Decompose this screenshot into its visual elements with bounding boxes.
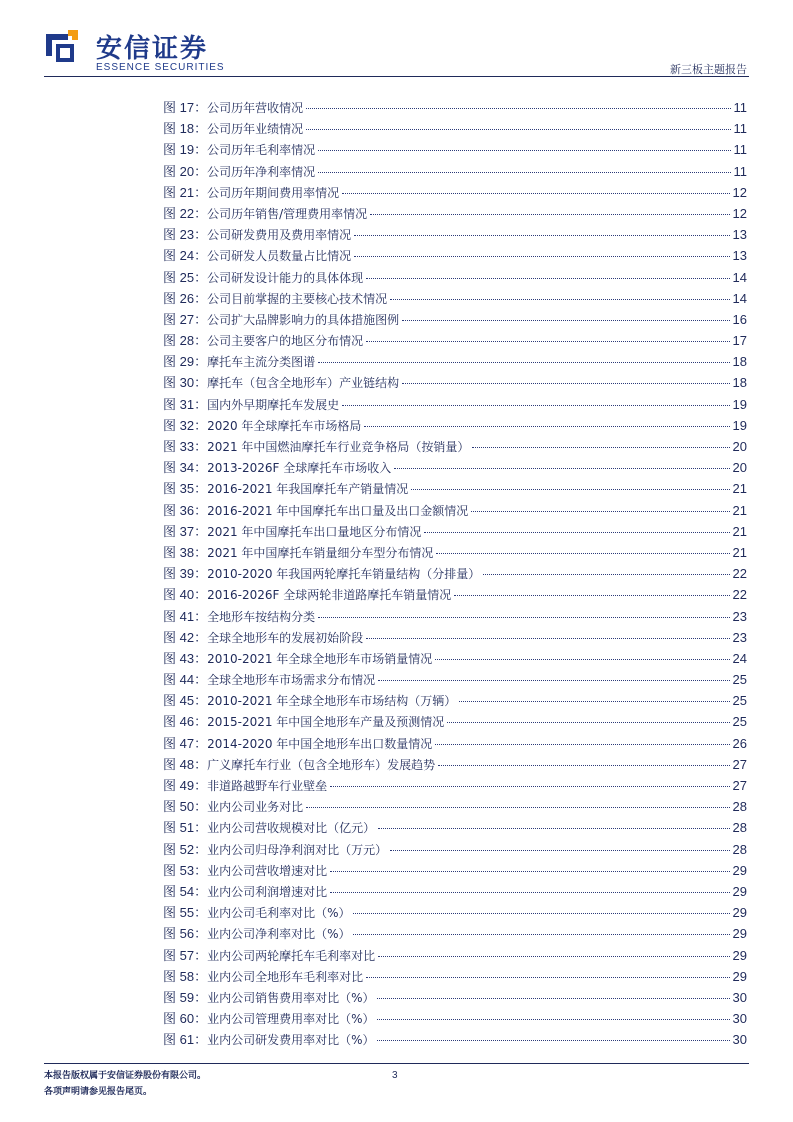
toc-figure-number: 图 58： — [163, 968, 208, 984]
toc-entry[interactable] — [163, 203, 747, 224]
toc-page-number: 30 — [732, 989, 747, 1005]
footer-copyright: 本报告版权属于安信证券股份有限公司。 — [44, 1071, 207, 1081]
toc-entry[interactable] — [163, 267, 747, 288]
toc-figure-title: 摩托车主流分类图谱 — [207, 355, 316, 370]
toc-entry[interactable] — [163, 139, 747, 160]
toc-page-number: 25 — [732, 693, 747, 709]
toc-entry[interactable] — [163, 711, 747, 732]
toc-figure-title: 2016-2021 年我国摩托车产销量情况 — [207, 482, 409, 497]
toc-figure-number: 图 30： — [163, 375, 208, 391]
toc-figure-title: 业内公司研发费用率对比（%） — [207, 1033, 375, 1048]
toc-leader-dots — [377, 1040, 729, 1041]
toc-figure-title: 公司历年净利率情况 — [207, 164, 316, 179]
toc-leader-dots — [483, 574, 729, 575]
toc-leader-dots — [447, 722, 729, 723]
toc-page-number: 14 — [732, 290, 747, 306]
toc-page-number: 18 — [732, 375, 747, 391]
toc-entry[interactable] — [163, 182, 747, 203]
toc-entry[interactable] — [163, 690, 747, 711]
toc-leader-dots — [366, 278, 729, 279]
toc-figure-title: 公司扩大品牌影响力的具体措施图例 — [207, 312, 400, 327]
toc-figure-number: 图 35： — [163, 481, 208, 497]
logo-mark-icon — [44, 28, 80, 64]
toc-page-number: 29 — [732, 947, 747, 963]
toc-leader-dots — [330, 786, 729, 787]
toc-figure-title: 摩托车（包含全地形车）产业链结构 — [207, 376, 400, 391]
toc-figure-title: 全球全地形车的发展初始阶段 — [207, 630, 364, 645]
toc-figure-title: 2014-2020 年中国全地形车出口数量情况 — [207, 736, 433, 751]
toc-leader-dots — [438, 765, 729, 766]
toc-leader-dots — [436, 553, 729, 554]
toc-page-number: 21 — [732, 523, 747, 539]
toc-figure-title: 公司研发费用及费用率情况 — [207, 228, 352, 243]
toc-entry[interactable] — [163, 97, 747, 118]
toc-page-number: 24 — [732, 650, 747, 666]
toc-figure-number: 图 46： — [163, 714, 208, 730]
toc-figure-number: 图 25： — [163, 269, 208, 285]
toc-entry[interactable] — [163, 839, 747, 860]
toc-figure-title: 业内公司归母净利润对比（万元） — [207, 842, 388, 857]
toc-page-number: 11 — [733, 142, 747, 158]
toc-entry[interactable] — [163, 415, 747, 436]
toc-entry[interactable] — [163, 542, 747, 563]
toc-entry[interactable] — [163, 457, 747, 478]
toc-page-number: 25 — [732, 672, 747, 688]
toc-figure-number: 图 38： — [163, 544, 208, 560]
toc-figure-title: 公司历年毛利率情况 — [207, 143, 316, 158]
toc-entry[interactable] — [163, 1008, 747, 1029]
toc-entry[interactable] — [163, 775, 747, 796]
toc-page-number: 12 — [732, 205, 747, 221]
toc-page-number: 23 — [732, 608, 747, 624]
toc-leader-dots — [435, 659, 729, 660]
toc-leader-dots — [454, 595, 729, 596]
toc-leader-dots — [390, 299, 729, 300]
toc-figure-title: 公司历年期间费用率情况 — [207, 185, 340, 200]
toc-entry[interactable] — [163, 669, 747, 690]
toc-figure-number: 图 51： — [163, 820, 208, 836]
toc-leader-dots — [378, 680, 729, 681]
toc-page-number: 11 — [733, 121, 747, 137]
toc-entry[interactable] — [163, 563, 747, 584]
toc-figure-number: 图 54： — [163, 883, 208, 899]
toc-leader-dots — [318, 150, 730, 151]
toc-figure-number: 图 50： — [163, 799, 208, 815]
toc-figure-number: 图 57： — [163, 947, 208, 963]
toc-figure-number: 图 52： — [163, 841, 208, 857]
toc-figure-title: 业内公司全地形车毛利率对比 — [207, 969, 364, 984]
toc-page-number: 27 — [732, 756, 747, 772]
toc-entry[interactable] — [163, 372, 747, 393]
toc-entry[interactable] — [163, 521, 747, 542]
toc-figure-number: 图 59： — [163, 989, 208, 1005]
toc-entry[interactable] — [163, 817, 747, 838]
toc-figure-title: 全球全地形车市场需求分布情况 — [207, 673, 376, 688]
toc-figure-title: 公司研发人员数量占比情况 — [207, 249, 352, 264]
toc-leader-dots — [472, 447, 729, 448]
toc-figure-number: 图 37： — [163, 523, 208, 539]
toc-leader-dots — [306, 807, 729, 808]
toc-figure-title: 2010-2020 年我国两轮摩托车销量结构（分排量） — [207, 567, 481, 582]
toc-entry[interactable] — [163, 436, 747, 457]
toc-page-number: 21 — [732, 481, 747, 497]
toc-leader-dots — [342, 193, 729, 194]
toc-leader-dots — [353, 934, 729, 935]
toc-entry[interactable] — [163, 224, 747, 245]
toc-entry[interactable] — [163, 945, 747, 966]
toc-figure-number: 图 27： — [163, 311, 208, 327]
toc-figure-number: 图 31： — [163, 396, 208, 412]
toc-page-number: 18 — [732, 354, 747, 370]
toc-leader-dots — [330, 871, 729, 872]
toc-entry[interactable] — [163, 987, 747, 1008]
toc-figure-title: 2021 年中国燃油摩托车行业竞争格局（按销量） — [207, 440, 470, 454]
toc-page-number: 30 — [732, 1032, 747, 1048]
toc-figure-number: 图 36： — [163, 502, 208, 518]
toc-figure-title: 业内公司营收规模对比（亿元） — [207, 821, 376, 836]
toc-leader-dots — [411, 489, 729, 490]
logo-english-name: ESSENCE SECURITIES — [96, 62, 225, 73]
toc-leader-dots — [424, 532, 729, 533]
toc-entry[interactable] — [163, 1029, 747, 1050]
toc-page-number: 29 — [732, 926, 747, 942]
footer-divider — [44, 1063, 749, 1064]
toc-entry[interactable] — [163, 245, 747, 266]
toc-figure-number: 图 21： — [163, 184, 208, 200]
toc-page-number: 19 — [732, 417, 747, 433]
toc-leader-dots — [330, 892, 729, 893]
toc-figure-title: 业内公司营收增速对比 — [207, 863, 328, 878]
toc-page-number: 17 — [732, 333, 747, 349]
toc-entry[interactable] — [163, 288, 747, 309]
toc-leader-dots — [306, 108, 730, 109]
toc-page-number: 12 — [732, 184, 747, 200]
toc-figure-number: 图 40： — [163, 587, 208, 603]
footer-notes — [44, 1068, 206, 1100]
toc-figure-number: 图 61： — [163, 1032, 208, 1048]
toc-figure-number: 图 60： — [163, 1011, 208, 1027]
toc-leader-dots — [471, 511, 729, 512]
toc-figure-number: 图 34： — [163, 460, 208, 476]
toc-page-number: 26 — [732, 735, 747, 751]
toc-page-number: 20 — [732, 460, 747, 476]
toc-figure-title: 公司历年销售/管理费用率情况 — [207, 206, 368, 221]
toc-entry[interactable] — [163, 733, 747, 754]
toc-leader-dots — [306, 129, 730, 130]
toc-entry[interactable] — [163, 161, 747, 182]
logo-chinese-name: 安信证券 — [96, 34, 209, 64]
toc-entry[interactable] — [163, 351, 747, 372]
toc-figure-number: 图 43： — [163, 650, 208, 666]
toc-leader-dots — [364, 426, 729, 427]
toc-figure-number: 图 32： — [163, 417, 208, 433]
toc-leader-dots — [353, 913, 729, 914]
toc-figure-number: 图 48： — [163, 756, 208, 772]
toc-page-number: 23 — [732, 629, 747, 645]
toc-figure-title: 2010-2021 年全球全地形车市场结构（万辆） — [207, 694, 457, 709]
company-logo — [44, 26, 244, 74]
toc-figure-number: 图 41： — [163, 608, 208, 624]
toc-figure-number: 图 53： — [163, 862, 208, 878]
toc-entry[interactable] — [163, 309, 747, 330]
toc-figure-number: 图 17： — [163, 100, 208, 115]
toc-page-number: 22 — [732, 587, 747, 603]
toc-page-number: 28 — [732, 841, 747, 857]
toc-figure-number: 图 20： — [163, 163, 208, 179]
toc-leader-dots — [402, 383, 729, 384]
toc-entry[interactable] — [163, 860, 747, 881]
toc-figure-title: 业内公司管理费用率对比（%） — [207, 1012, 375, 1027]
toc-leader-dots — [318, 617, 729, 618]
toc-figure-number: 图 26： — [163, 290, 208, 306]
toc-figure-number: 图 28： — [163, 333, 208, 349]
toc-figure-title: 业内公司利润增速对比 — [207, 884, 328, 899]
toc-leader-dots — [318, 362, 729, 363]
toc-entry[interactable] — [163, 923, 747, 944]
toc-entry[interactable] — [163, 648, 747, 669]
toc-figure-title: 公司历年营收情况 — [207, 101, 304, 115]
toc-figure-number: 图 18： — [163, 121, 208, 137]
toc-figure-title: 公司主要客户的地区分布情况 — [207, 334, 364, 349]
toc-figure-number: 图 29： — [163, 354, 208, 370]
toc-figure-title: 非道路越野车行业壁垒 — [207, 779, 328, 793]
toc-leader-dots — [459, 701, 729, 702]
toc-leader-dots — [342, 405, 729, 406]
toc-figure-title: 国内外早期摩托车发展史 — [207, 397, 340, 412]
toc-page-number: 19 — [732, 396, 747, 412]
toc-page-number: 14 — [732, 269, 747, 285]
toc-figure-title: 全地形车按结构分类 — [207, 609, 316, 624]
toc-leader-dots — [370, 214, 729, 215]
toc-figure-number: 图 44： — [163, 672, 208, 688]
toc-leader-dots — [377, 998, 729, 999]
toc-page-number: 16 — [732, 311, 747, 327]
header-divider — [44, 76, 749, 77]
toc-entry[interactable] — [163, 606, 747, 627]
toc-page-number: 28 — [732, 820, 747, 836]
toc-figure-number: 图 45： — [163, 693, 208, 709]
toc-figure-title: 2013-2026F 全球摩托车市场收入 — [207, 461, 392, 476]
toc-leader-dots — [394, 468, 729, 469]
toc-page-number: 28 — [732, 799, 747, 815]
report-type: 新三板主题报告 — [670, 63, 747, 76]
toc-leader-dots — [318, 172, 730, 173]
toc-figure-title: 公司历年业绩情况 — [207, 122, 304, 137]
toc-leader-dots — [366, 341, 729, 342]
page-number: 3 — [392, 1070, 398, 1081]
toc-page-number: 25 — [732, 714, 747, 730]
toc-figure-title: 广义摩托车行业（包含全地形车）发展趋势 — [207, 757, 436, 772]
toc-page-number: 11 — [733, 100, 747, 115]
toc-page-number: 13 — [732, 227, 747, 243]
toc-figure-number: 图 49： — [163, 778, 208, 793]
toc-entry[interactable] — [163, 394, 747, 415]
toc-leader-dots — [354, 235, 729, 236]
toc-figure-number: 图 19： — [163, 142, 208, 158]
toc-figure-title: 2021 年中国摩托车销量细分车型分布情况 — [207, 545, 434, 560]
toc-entry[interactable] — [163, 627, 747, 648]
toc-figure-number: 图 22： — [163, 205, 208, 221]
toc-entry[interactable] — [163, 478, 747, 499]
toc-entry[interactable] — [163, 966, 747, 987]
toc-figure-title: 业内公司销售费用率对比（%） — [207, 990, 375, 1005]
toc-entry[interactable] — [163, 500, 747, 521]
toc-figure-number: 图 55： — [163, 905, 208, 921]
toc-figure-number: 图 23： — [163, 227, 208, 243]
toc-figure-title: 2015-2021 年中国全地形车产量及预测情况 — [207, 715, 445, 730]
toc-page-number: 29 — [732, 968, 747, 984]
toc-leader-dots — [435, 744, 729, 745]
toc-leader-dots — [366, 977, 729, 978]
figure-table-of-contents — [163, 97, 747, 1050]
toc-entry[interactable] — [163, 796, 747, 817]
toc-leader-dots — [378, 956, 729, 957]
toc-page-number: 21 — [732, 502, 747, 518]
toc-entry[interactable] — [163, 330, 747, 351]
toc-page-number: 20 — [732, 439, 747, 454]
toc-page-number: 29 — [732, 862, 747, 878]
toc-figure-title: 公司目前掌握的主要核心技术情况 — [207, 291, 388, 306]
toc-entry[interactable] — [163, 881, 747, 902]
toc-figure-title: 2016-2021 年中国摩托车出口量及出口金额情况 — [207, 503, 469, 518]
toc-figure-number: 图 47： — [163, 735, 208, 751]
toc-figure-title: 业内公司业务对比 — [207, 800, 304, 815]
toc-page-number: 29 — [732, 905, 747, 921]
toc-page-number: 27 — [732, 778, 747, 793]
toc-leader-dots — [377, 1019, 729, 1020]
toc-figure-title: 公司研发设计能力的具体体现 — [207, 270, 364, 285]
toc-leader-dots — [366, 638, 729, 639]
toc-page-number: 11 — [733, 163, 747, 179]
toc-figure-title: 2021 年中国摩托车出口量地区分布情况 — [207, 524, 422, 539]
toc-figure-number: 图 33： — [163, 439, 208, 454]
toc-leader-dots — [378, 828, 729, 829]
toc-entry[interactable] — [163, 584, 747, 605]
toc-entry[interactable] — [163, 754, 747, 775]
toc-page-number: 13 — [732, 248, 747, 264]
toc-figure-title: 业内公司两轮摩托车毛利率对比 — [207, 948, 376, 963]
toc-leader-dots — [402, 320, 729, 321]
toc-figure-title: 2010-2021 年全球全地形车市场销量情况 — [207, 651, 433, 666]
toc-page-number: 21 — [732, 544, 747, 560]
toc-page-number: 29 — [732, 883, 747, 899]
toc-figure-number: 图 56： — [163, 926, 208, 942]
toc-figure-title: 2020 年全球摩托车市场格局 — [207, 418, 362, 433]
footer-disclaimer: 各项声明请参见报告尾页。 — [44, 1087, 153, 1097]
toc-leader-dots — [390, 850, 729, 851]
toc-page-number: 30 — [732, 1011, 747, 1027]
toc-figure-number: 图 24： — [163, 248, 208, 264]
toc-page-number: 22 — [732, 566, 747, 582]
toc-leader-dots — [354, 256, 729, 257]
toc-figure-title: 2016-2026F 全球两轮非道路摩托车销量情况 — [207, 588, 452, 603]
toc-figure-title: 业内公司净利率对比（%） — [207, 927, 351, 942]
toc-figure-number: 图 39： — [163, 566, 208, 582]
toc-figure-title: 业内公司毛利率对比（%） — [207, 906, 351, 921]
toc-entry[interactable] — [163, 902, 747, 923]
toc-entry[interactable] — [163, 118, 747, 139]
toc-figure-number: 图 42： — [163, 629, 208, 645]
